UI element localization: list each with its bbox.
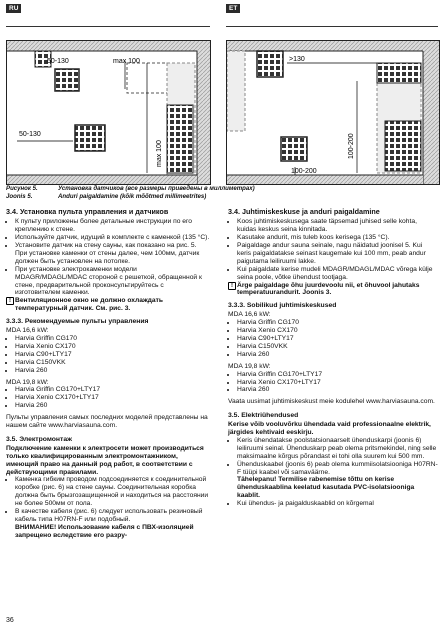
label-50-130-top: 50-130 bbox=[47, 58, 69, 65]
column-et bbox=[228, 208, 438, 508]
list-item: • Kui ühendus- ja paigalduskaablid on kõrgemal bbox=[237, 500, 438, 508]
list-item: • Harvia Xenio CX170+LTY17 bbox=[237, 379, 438, 387]
list-item: • Harvia C150VKK bbox=[15, 359, 210, 367]
list-item: • Harvia 260 bbox=[237, 386, 438, 394]
page-number: 36 bbox=[6, 617, 14, 624]
list-item: • Harvia 260 bbox=[15, 367, 210, 375]
caption-et-text: Anduri paigaldamine (kõik mõõtmed millimeetrites) bbox=[58, 192, 207, 200]
heading-ru-3-3-3: 3.3.3. Рекомендуемые пульты управления bbox=[6, 318, 149, 326]
label-100-200-vertical: 100-200 bbox=[348, 133, 355, 159]
label-100-200-bottom: 100-200 bbox=[291, 168, 317, 175]
list-ru-198 bbox=[6, 386, 210, 410]
caption-ru-text: Установка датчиков (все размеры приведены в миллиметрах) bbox=[58, 185, 255, 192]
mda-166-label: MDA 16,6 kW: bbox=[6, 327, 49, 335]
list-item: • При установке электрокаменки модели MDAGR/MDAGL/MDAC стороной с решеткой, обращенной к стене, предварительной проконсультируйтесь с изготовителем каменки. bbox=[15, 266, 210, 298]
caption-ru-label: Рисунок 5. bbox=[6, 185, 38, 192]
list-item: • Harvia C150VKK bbox=[237, 343, 438, 351]
list-item: • Harvia Griffin CG170+LTY17 bbox=[15, 386, 210, 394]
heading-ru-3-4: 3.4. Установка пульта управления и датчиков bbox=[6, 207, 169, 216]
list-ru-3-5 bbox=[6, 476, 210, 523]
label-50-130-mid: 50-130 bbox=[19, 131, 41, 138]
list-et-3-5 bbox=[228, 437, 438, 477]
list-item: • Harvia Griffin CG170+LTY17 bbox=[237, 371, 438, 379]
list-item: • Harvia Xenio CX170+LTY17 bbox=[15, 394, 210, 402]
list-item: • Установите датчик на стену сауны, как показано на рис. 5. При установке каменки от стены далее, чем 100мм, датчик должен быть установлен на потолке. bbox=[15, 242, 210, 266]
paragraph-ru-3-5: Подключение каменки к электросети может производиться только квалифицированным электромонтажником, имеющий право на данный род работ, в соответствии с действующими правилами. bbox=[6, 444, 204, 476]
list-item: • Kui paigaldate kerise mudeli MDAGR/MDAGL/MDAC võrega külje seina poole, võtke ühendust tootjaga. bbox=[237, 266, 438, 282]
caption-et-label: Joonis 5. bbox=[6, 192, 33, 200]
footnote-ru: Пульты управления самых последних моделей представлены на нашем сайте www.harviasauna.com. bbox=[6, 414, 208, 430]
list-ru-3-4 bbox=[6, 218, 210, 313]
list-item: • Harvia Griffin CG170 bbox=[237, 319, 438, 327]
figure-right bbox=[226, 40, 440, 185]
list-item: • Harvia C90+LTY17 bbox=[15, 351, 210, 359]
list-item: • Paigaldage andur sauna seinale, nagu näidatud joonisel 5. Kui keris paigaldatakse seinast kaugemale kui 100 mm, peab andur paigutama leiliruumi lakke. bbox=[237, 242, 438, 266]
mda-166-label: MDA 16,6 kW: bbox=[228, 311, 271, 319]
label-max: max 100 bbox=[113, 58, 140, 65]
header-rule-right bbox=[226, 26, 438, 27]
warning-et-pvc: Tähelepanu! Termilise rabenemise tõttu on kerise ühenduskaablina keelatud kasutada PVC-isolatsiooniga kaablit. bbox=[237, 476, 415, 500]
list-item: • Используйте датчик, идущий в комплекте с каменкой (135 °С). bbox=[15, 234, 210, 242]
list-et-198 bbox=[228, 371, 438, 395]
heading-ru-3-5: 3.5. Электромонтаж bbox=[6, 435, 72, 443]
warning-et-ventilation: ! Ärge paigaldage õhu juurdevoolu nii, et õhuvool jahutaks temperatuurandurit. Joonis 3. bbox=[228, 282, 438, 298]
label-gt130: >130 bbox=[289, 56, 305, 63]
list-item: • Koos juhtimiskeskusega saate täpsemad juhised selle kohta, kuidas keskus seina kinnitada. bbox=[237, 218, 438, 234]
heading-et-3-4: 3.4. Juhtimiskeskuse ja anduri paigaldamine bbox=[228, 207, 380, 216]
lang-tag-et: ET bbox=[226, 4, 240, 13]
list-item: • Harvia Griffin CG170 bbox=[15, 335, 210, 343]
mda-198-label: MDA 19,8 kW: bbox=[228, 362, 271, 370]
lang-tag-ru: RU bbox=[6, 4, 21, 13]
mda-198-label: MDA 19,8 kW: bbox=[6, 378, 49, 386]
header-rule-left bbox=[6, 26, 210, 27]
list-item: • К пульту приложены более детальные инструкции по его креплению к стене. bbox=[15, 218, 210, 234]
label-max100 bbox=[113, 58, 140, 65]
list-item: • Harvia Xenio CX170 bbox=[15, 343, 210, 351]
list-et-3-4 bbox=[228, 218, 438, 297]
list-item: • Keris ühendatakse poolstatsionaarselt ühenduskarpi (joonis 6) leiliruumi seinal. Ühenduskarp peab olema pritsmekindel, ning selle maksimaalne kõrgus põrandast ei tohi olla suurem kui 500 mm. bbox=[237, 437, 438, 461]
list-item: • Harvia 260 bbox=[237, 351, 438, 359]
list-item: • Harvia C90+LTY17 bbox=[237, 335, 438, 343]
list-item: • Каменка гибким проводом подсоединяется к соединительной коробке (рис. 6) на стене сауны. Соединительная коробка должна быть брызгозащищенной и находиться на расстоянии не более 500мм от пола. bbox=[15, 476, 210, 508]
list-item: • Kasutake andurit, mis tuleb koos kerisega (135 °C). bbox=[237, 234, 438, 242]
figure-left bbox=[6, 40, 211, 185]
label-max100-vertical: max 100 bbox=[156, 140, 163, 167]
heading-et-3-5: 3.5. Elektriühendused bbox=[228, 412, 299, 420]
column-ru bbox=[6, 208, 210, 540]
warning-ru-pvc: ВНИМАНИЕ! Использование кабеля с ПВХ-изоляцией запрещено вследствие его разру- bbox=[15, 523, 194, 539]
paragraph-et-3-5: Kerise võib vooluvõrku ühendada vaid professionaalne elektrik, järgides kehtivaid eeskirju. bbox=[228, 421, 431, 437]
list-item: • Harvia Xenio CX170 bbox=[237, 327, 438, 335]
list-et-166 bbox=[228, 319, 438, 359]
heading-et-3-3-3: 3.3.3. Sobilikud juhtimiskeskused bbox=[228, 302, 337, 310]
list-item: • Ühenduskaabel (joonis 6) peab olema kummiisolatsiooniga H07RN-F tüüpi kaabel või samaväärne. bbox=[237, 461, 438, 477]
footnote-et: Vaata uusimat juhtimiskeskust meie kodulehel www.harviasauna.com. bbox=[228, 398, 435, 406]
list-ru-166 bbox=[6, 335, 210, 375]
list-item: • Harvia 260 bbox=[15, 402, 210, 410]
list-et-3-5-last bbox=[228, 500, 438, 508]
list-item: • В качестве кабеля (рис. 6) следует использовать резиновый кабель типа H07RN-F или подобный. bbox=[15, 508, 210, 524]
figure-caption bbox=[6, 185, 436, 200]
warning-ru-ventilation: ! Вентиляционное окно не должно охлаждать температурный датчик. См. рис. 3. bbox=[6, 297, 210, 313]
